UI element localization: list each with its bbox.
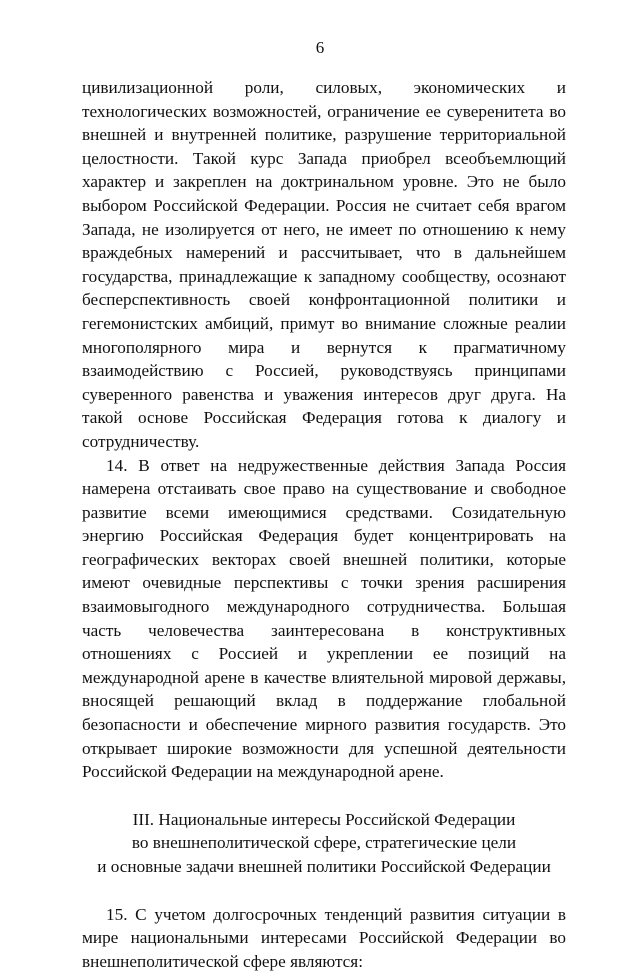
page-number: 6: [315, 38, 325, 57]
section-heading-line-2: во внешнеполитической сфере, стратегические цели: [131, 833, 517, 853]
section-heading-line-1: III. Национальные интересы Российской Федерации: [132, 809, 516, 829]
paragraph-15: 15. С учетом долгосрочных тенденций развития ситуации в мире национальными интересами Российской Федерации во внешнеполитической сфере являются:: [82, 904, 566, 971]
paragraph-continuation: цивилизационной роли, силовых, экономических и технологических возможностей, ограничение ее суверенитета во внешней и внутренней политике, разрушение территориальной целостности. Такой курс Запада приобрел всеобъемлющий характер и закреплен на доктринальном уровне. Это не было выбором Российской Федерации. Россия не считает себя врагом Запада, не изолируется от него, не имеет по отношению к нему враждебных намерений и рассчитывает, что в дальнейшем государства, принадлежащие к западному сообществу, осознают бесперспективность своей конфронтационной политики и гегемонистских амбиций, примут во внимание сложные реалии многополярного мира и вернутся к прагматичному взаимодействию с Россией, руководствуясь принципами суверенного равенства и уважения интересов друг друга. На такой основе Российская Федерация готова к диалогу и сотрудничеству.: [82, 78, 566, 451]
section-heading: [82, 808, 566, 879]
section-heading-line-3: и основные задачи внешней политики Российской Федерации: [97, 857, 551, 876]
paragraph-14: 14. В ответ на недружественные действия Запада Россия намерена отстаивать свое право на существование и свободное развитие всеми имеющимися средствами. Созидательную энергию Российская Федерация будет концентрировать на географических векторах своей внешней политики, которые имеют очевидные перспективы с точки зрения расширения взаимовыгодного международного сотрудничества. Большая часть человечества заинтересована в конструктивных отношениях с Россией и укреплении ее позиций на международной арене в качестве влиятельной мировой державы, вносящей решающий вклад в поддержание глобальной безопасности и обеспечение мирного развития государств. Это открывает широкие возможности для успешной деятельности Российской Федерации на международной арене.: [82, 455, 566, 782]
document-body: [82, 76, 566, 973]
